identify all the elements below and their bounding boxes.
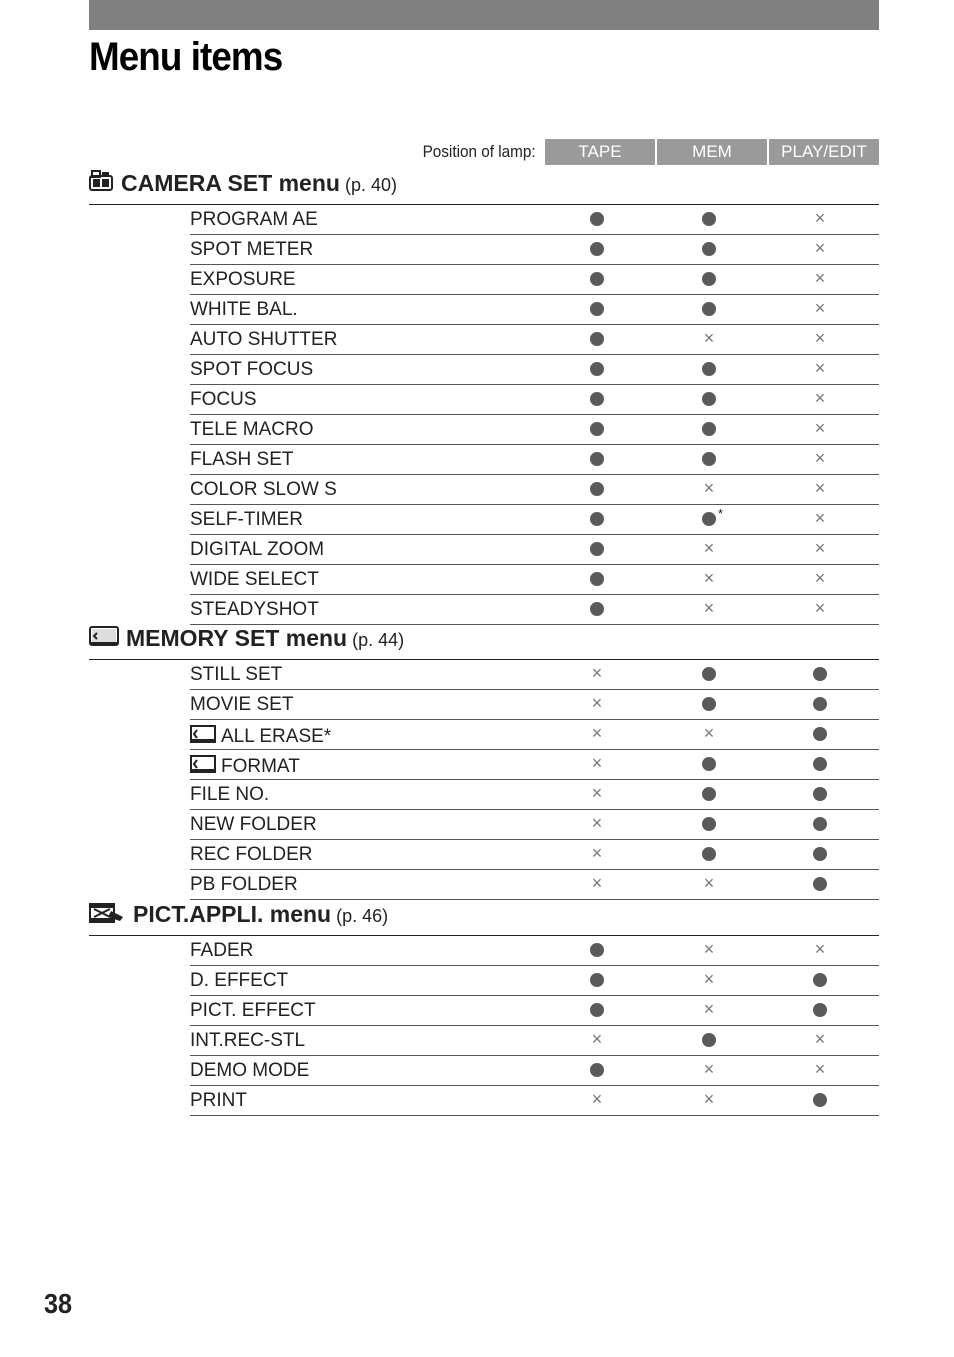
table-row [190, 660, 879, 690]
row-label-text: DEMO MODE [190, 1060, 310, 1081]
row-label [190, 664, 282, 686]
table-row [190, 505, 879, 535]
table-row [190, 295, 879, 325]
available-dot-mark [701, 786, 717, 802]
available-dot-mark [589, 331, 605, 347]
row-label-text: FOCUS [190, 389, 257, 410]
unavailable-cross-mark: × [814, 568, 826, 588]
table-row [190, 595, 879, 625]
unavailable-cross-mark: × [703, 598, 715, 618]
section-header [89, 168, 879, 205]
available-dot-mark [589, 421, 605, 437]
available-dot-mark [812, 1092, 828, 1108]
row-label [190, 844, 312, 866]
row-label [190, 694, 293, 716]
unavailable-cross-mark: × [814, 298, 826, 318]
available-dot-mark [589, 541, 605, 557]
unavailable-cross-mark: × [814, 508, 826, 528]
available-dot-mark [812, 666, 828, 682]
unavailable-cross-mark: × [814, 268, 826, 288]
unavailable-cross-mark: × [703, 723, 715, 743]
table-row [190, 936, 879, 966]
row-label-text: INT.REC-STL [190, 1030, 306, 1051]
table-row [190, 690, 879, 720]
available-dot-mark [701, 506, 724, 527]
available-dot-mark [812, 696, 828, 712]
available-dot-mark [812, 846, 828, 862]
camera-icon [89, 170, 115, 197]
available-dot-mark [589, 391, 605, 407]
available-dot-mark [701, 211, 717, 227]
row-label [190, 479, 337, 501]
row-label [190, 1090, 247, 1112]
unavailable-cross-mark: × [703, 1089, 715, 1109]
row-label-text: WIDE SELECT [190, 569, 319, 590]
section-title [133, 899, 388, 931]
available-dot-mark [589, 571, 605, 587]
table-row [190, 325, 879, 355]
available-dot-mark [701, 361, 717, 377]
table-row [190, 265, 879, 295]
row-label-text: WHITE BAL. [190, 299, 298, 320]
available-dot-mark [812, 786, 828, 802]
row-label-text: FORMAT [221, 756, 300, 777]
memory-stick-icon [190, 754, 216, 780]
row-label-text: SELF-TIMER [190, 509, 303, 530]
unavailable-cross-mark: × [703, 969, 715, 989]
table-row [190, 385, 879, 415]
row-label [190, 1030, 305, 1052]
unavailable-cross-mark: × [703, 568, 715, 588]
table-row [190, 810, 879, 840]
row-label [190, 539, 324, 561]
available-dot-mark [589, 271, 605, 287]
available-dot-mark [812, 972, 828, 988]
row-label [190, 754, 300, 780]
memory-card-icon [89, 625, 119, 652]
row-label-text: AUTO SHUTTER [190, 329, 338, 350]
row-label [190, 970, 288, 992]
available-dot-mark [812, 816, 828, 832]
unavailable-cross-mark: × [814, 598, 826, 618]
available-dot-mark [589, 601, 605, 617]
unavailable-cross-mark: × [814, 939, 826, 959]
row-label [190, 724, 331, 750]
row-label-text: DIGITAL ZOOM [190, 539, 325, 560]
row-label-text: COLOR SLOW S [190, 479, 337, 500]
unavailable-cross-mark: × [814, 388, 826, 408]
page-title: Menu items [89, 35, 283, 79]
section-header [89, 623, 879, 660]
unavailable-cross-mark: × [591, 663, 603, 683]
row-label-text: PB FOLDER [190, 874, 298, 895]
available-dot-mark [589, 972, 605, 988]
section-title [126, 623, 404, 655]
row-label [190, 419, 314, 441]
table-row [190, 720, 879, 750]
row-label-text: PICT. EFFECT [190, 1000, 316, 1021]
row-label-text: TELE MACRO [190, 419, 314, 440]
unavailable-cross-mark: × [814, 478, 826, 498]
section-title-text: CAMERA SET menu [121, 170, 340, 196]
available-dot-mark [589, 1002, 605, 1018]
unavailable-cross-mark: × [703, 328, 715, 348]
table-row [190, 445, 879, 475]
available-dot-mark [701, 451, 717, 467]
available-dot-mark [812, 756, 828, 772]
unavailable-cross-mark: × [814, 448, 826, 468]
unavailable-cross-mark: × [591, 873, 603, 893]
available-dot-mark [589, 942, 605, 958]
unavailable-cross-mark: × [591, 1029, 603, 1049]
table-row [190, 535, 879, 565]
lamp-label: Position of lamp: [422, 142, 536, 161]
unavailable-cross-mark: × [703, 538, 715, 558]
unavailable-cross-mark: × [591, 693, 603, 713]
pict-appli-icon [89, 901, 127, 930]
unavailable-cross-mark: × [814, 358, 826, 378]
unavailable-cross-mark: × [814, 328, 826, 348]
section-page-ref: (p. 40) [339, 175, 397, 195]
row-label-text: REC FOLDER [190, 844, 313, 865]
unavailable-cross-mark: × [591, 1089, 603, 1109]
unavailable-cross-mark: × [703, 478, 715, 498]
row-label-text: STILL SET [190, 664, 283, 685]
available-dot-mark [589, 301, 605, 317]
page-number: 38 [44, 1288, 73, 1319]
row-label-text: NEW FOLDER [190, 814, 317, 835]
available-dot-mark [589, 361, 605, 377]
row-label-text: MOVIE SET [190, 694, 294, 715]
camera-section [89, 168, 879, 625]
section-title-text: PICT.APPLI. menu [133, 901, 332, 927]
section-page-ref: (p. 44) [347, 630, 405, 650]
available-dot-mark [589, 211, 605, 227]
section-header [89, 899, 879, 936]
row-label [190, 329, 337, 351]
table-row [190, 235, 879, 265]
unavailable-cross-mark: × [814, 208, 826, 228]
section-page-ref: (p. 46) [331, 906, 389, 926]
row-label-text: SPOT FOCUS [190, 359, 314, 380]
row-label [190, 299, 298, 321]
row-label-text: EXPOSURE [190, 269, 296, 290]
available-dot-mark [701, 301, 717, 317]
available-dot-mark [701, 391, 717, 407]
row-label [190, 389, 257, 411]
row-label [190, 1060, 309, 1082]
unavailable-cross-mark: × [591, 813, 603, 833]
available-dot-mark [701, 241, 717, 257]
row-label-text: PRINT [190, 1090, 247, 1111]
table-row [190, 415, 879, 445]
available-dot-mark [701, 271, 717, 287]
table-row [190, 780, 879, 810]
lamp-column-tape: TAPE [545, 139, 655, 165]
row-label-text: D. EFFECT [190, 970, 289, 991]
row-label [190, 874, 298, 896]
row-label [190, 814, 317, 836]
available-dot-mark [812, 1002, 828, 1018]
unavailable-cross-mark: × [703, 1059, 715, 1079]
unavailable-cross-mark: × [814, 418, 826, 438]
unavailable-cross-mark: × [591, 753, 603, 773]
row-label [190, 569, 319, 591]
table-row [190, 565, 879, 595]
table-row [190, 355, 879, 385]
section-title [121, 168, 397, 200]
available-dot-mark [701, 816, 717, 832]
row-label [190, 509, 303, 531]
available-dot-mark [812, 876, 828, 892]
available-dot-mark [589, 481, 605, 497]
lamp-column-play-edit: PLAY/EDIT [769, 139, 879, 165]
row-label [190, 449, 293, 471]
available-dot-mark [589, 451, 605, 467]
unavailable-cross-mark: × [591, 843, 603, 863]
row-label-text: FADER [190, 940, 254, 961]
available-dot-mark [701, 756, 717, 772]
table-row [190, 1056, 879, 1086]
available-dot-mark [701, 846, 717, 862]
header-bar [89, 0, 879, 30]
unavailable-cross-mark: × [591, 783, 603, 803]
unavailable-cross-mark: × [814, 538, 826, 558]
available-dot-mark [812, 726, 828, 742]
table-row [190, 1026, 879, 1056]
table-row [190, 996, 879, 1026]
unavailable-cross-mark: × [591, 723, 603, 743]
pict-section [89, 899, 879, 1116]
row-label-text: STEADYSHOT [190, 599, 319, 620]
available-dot-mark [701, 696, 717, 712]
table-row [190, 966, 879, 996]
table-row [190, 870, 879, 900]
unavailable-cross-mark: × [814, 1059, 826, 1079]
row-label [190, 269, 296, 291]
available-dot-mark [589, 241, 605, 257]
available-dot-mark [701, 666, 717, 682]
row-label [190, 940, 253, 962]
row-label [190, 239, 313, 261]
unavailable-cross-mark: × [703, 999, 715, 1019]
footnote-asterisk: * [718, 506, 724, 521]
section-title-text: MEMORY SET menu [126, 625, 348, 651]
table-row [190, 1086, 879, 1116]
memory-stick-icon [190, 724, 216, 750]
row-label-text: ALL ERASE* [221, 726, 332, 747]
table-row [190, 750, 879, 780]
available-dot-mark [701, 1032, 717, 1048]
available-dot-mark [701, 421, 717, 437]
unavailable-cross-mark: × [814, 238, 826, 258]
row-label [190, 209, 318, 231]
row-label [190, 784, 269, 806]
available-dot-mark [589, 1062, 605, 1078]
row-label [190, 1000, 316, 1022]
table-row [190, 840, 879, 870]
unavailable-cross-mark: × [703, 939, 715, 959]
unavailable-cross-mark: × [814, 1029, 826, 1049]
row-label-text: PROGRAM AE [190, 209, 318, 230]
row-label [190, 599, 319, 621]
available-dot-mark [589, 511, 605, 527]
row-label-text: SPOT METER [190, 239, 314, 260]
lamp-column-mem: MEM [657, 139, 767, 165]
table-row [190, 205, 879, 235]
row-label [190, 359, 313, 381]
row-label-text: FLASH SET [190, 449, 294, 470]
unavailable-cross-mark: × [703, 873, 715, 893]
memory-section [89, 623, 879, 900]
row-label-text: FILE NO. [190, 784, 270, 805]
lamp-position-header [0, 139, 954, 165]
table-row [190, 475, 879, 505]
